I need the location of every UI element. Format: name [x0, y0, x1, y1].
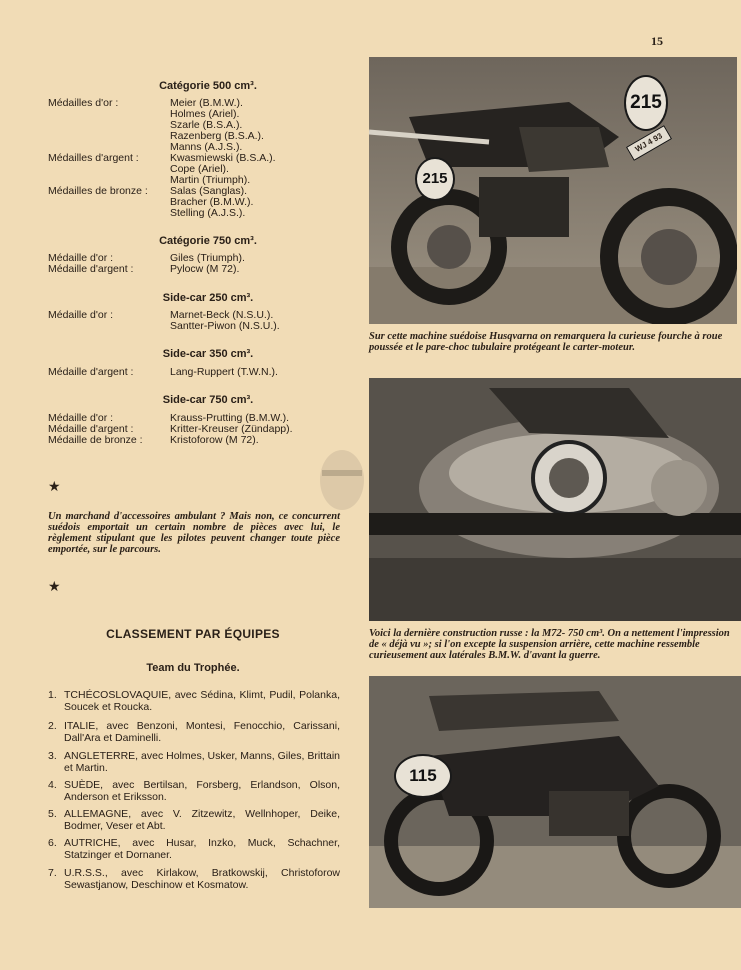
registration-plate: WJ 4 93 [626, 125, 672, 161]
team-item: 1. TCHÉCOSLOVAQUIE, avec Sédina, Klimt, Pudil, Polanka, Soucek et Roucka. [48, 689, 340, 713]
caption: Sur cette machine suédoise Husqvarna on remarquera la curieuse fourche à roue poussée et le pare-choc tubulaire protégeant le carter-moteur. [369, 331, 723, 353]
vendor-paragraph: Un marchand d'accessoires ambulant ? Mais non, ce concurrent suédois emportait un certain nombre de pièces avec lui, le règlement stipulant que les pilotes peuvent changer toute pièce emportée, sur le parcours. [48, 511, 340, 555]
team-item: 6. AUTRICHE, avec Husar, Inzko, Muck, Schachner, Statzinger et Dornaner. [48, 837, 340, 861]
photo-m72-tank [369, 378, 741, 621]
team-item: 5. ALLEMAGNE, avec V. Zitzewitz, Wellnhoper, Deike, Bodmer, Veser et Abt. [48, 808, 340, 832]
star-ornament: ★ [48, 578, 61, 594]
ranking-title: CLASSEMENT PAR ÉQUIPES [106, 627, 280, 641]
team-item: 4. SUÈDE, avec Bertilsan, Forsberg, Erlandson, Olson, Anderson et Eriksson. [48, 779, 340, 803]
trophy-title: Team du Trophée. [146, 662, 240, 674]
team-item: 7. U.R.S.S., avec Kirlakow, Bratkowskij, Christoforow Sewastjanow, Deschinow et Kosmatow. [48, 867, 340, 891]
star-ornament: ★ [48, 478, 61, 494]
category-title: Catégorie 750 cm³. [159, 235, 257, 247]
category-title: Side-car 250 cm³. [162, 292, 254, 304]
caption: Voici la dernière construction russe : la M72- 750 cm³. On a nettement l'impression de « déjà vu »; si l'on excepte la suspension arrière, cette machine ressemble curieusement aux latérales B.M.W. d'avant la guerre. [369, 628, 730, 661]
page-number: 15 [651, 34, 663, 48]
photo-parked-motorcycles [369, 676, 741, 908]
team-item: 3. ANGLETERRE, avec Holmes, Usker, Manns, Giles, Brittain et Martin. [48, 750, 340, 774]
race-number-plate: 215 [415, 157, 455, 201]
category-title: Catégorie 500 cm³. [159, 80, 257, 92]
race-number-plate: 215 [624, 75, 668, 131]
category-title: Side-car 750 cm³. [162, 394, 254, 406]
race-number-plate: 115 [394, 754, 452, 798]
category-title: Side-car 350 cm³. [162, 348, 254, 360]
team-item: 2. ITALIE, avec Benzoni, Montesi, Fenocchio, Carissani, Dall'Ara et Daminelli. [48, 720, 340, 744]
photo-husqvarna [369, 57, 737, 324]
